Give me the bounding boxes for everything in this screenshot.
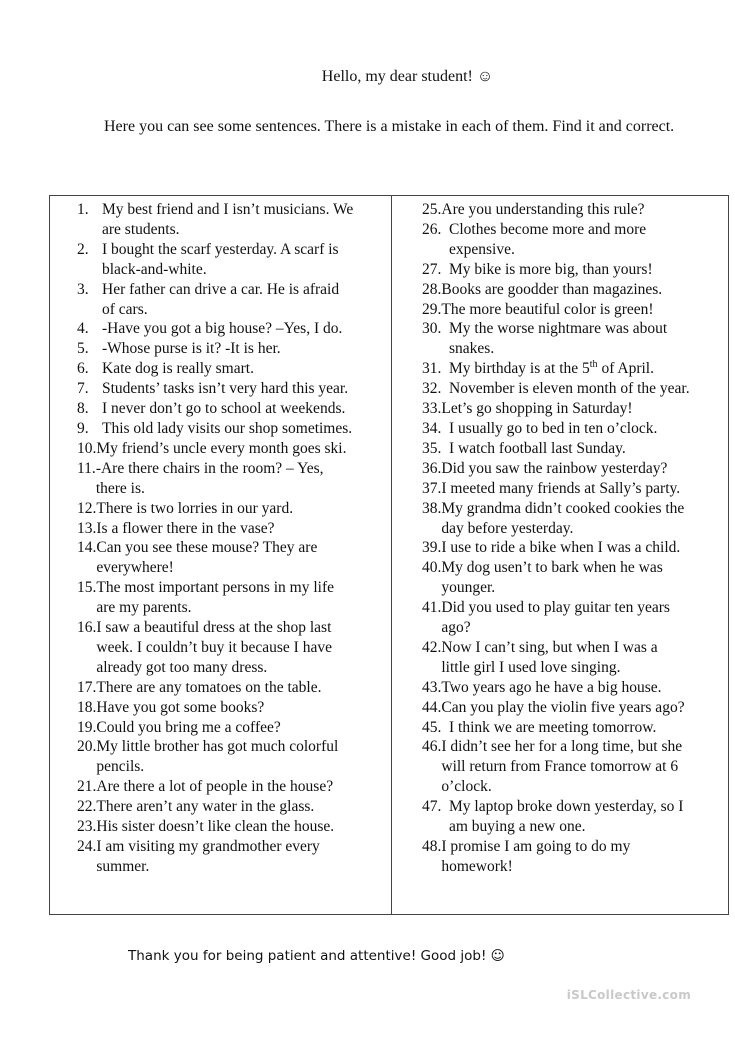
sentence-line: I never don’t go to school at weekends.	[102, 400, 346, 418]
sentence-text	[96, 718, 385, 738]
sentence-item	[77, 817, 385, 837]
sentence-number: 10.	[77, 439, 97, 457]
sentence-item	[422, 319, 722, 359]
sentence-line: -Whose purse is it? -It is her.	[102, 340, 281, 358]
sentence-item	[77, 837, 385, 877]
sentence-number: 1.	[77, 201, 89, 218]
sentence-line: There aren’t any water in the glass.	[96, 798, 315, 816]
sentence-item	[77, 379, 385, 399]
sentence-number: 36.	[422, 459, 442, 477]
sentence-item	[77, 678, 385, 698]
sentence-line: I saw a beautiful dress at the shop last	[96, 619, 332, 637]
sentence-number: 37.	[422, 479, 442, 497]
sentence-text	[441, 837, 722, 877]
sentence-line: -Are there chairs in the room? – Yes,	[95, 459, 324, 477]
sentence-number: 17.	[77, 678, 97, 696]
greeting: Hello, my dear student! ☺	[321, 68, 494, 85]
instructions: Here you can see some sentences. There is a mistake in each of them. Find it and correct.	[104, 118, 675, 135]
sentence-text	[441, 638, 722, 678]
sentence-text	[102, 319, 385, 339]
sentence-item	[422, 638, 722, 678]
sentence-line: Can you see these mouse? They are	[96, 539, 318, 557]
sentence-text	[441, 737, 722, 797]
closing-message: Thank you for being patient and attentive! Good job! ☺	[128, 948, 505, 964]
sentence-number: 33.	[422, 400, 442, 418]
sentence-item	[422, 260, 722, 280]
sentence-line: My bike is more big, than yours!	[449, 260, 653, 278]
sentence-number: 39.	[422, 539, 442, 557]
sentence-number: 18.	[77, 698, 97, 716]
sentence-line: am buying a new one.	[449, 818, 586, 836]
sentence-number: 35.	[422, 439, 442, 457]
sentence-line: are students.	[102, 220, 180, 238]
sentence-text	[449, 359, 722, 379]
sentence-line: November is eleven month of the year.	[449, 380, 690, 398]
sentence-line: I use to ride a bike when I was a child.	[441, 539, 681, 557]
sentence-text	[102, 399, 385, 419]
sentence-line: My the worse nightmare was about	[449, 320, 668, 338]
sentence-line: Are you understanding this rule?	[441, 201, 645, 218]
sentence-item	[77, 280, 385, 320]
sentence-line: I bought the scarf yesterday. A scarf is	[102, 240, 339, 258]
sentence-item	[77, 240, 385, 280]
sentence-line: I promise I am going to do my	[441, 838, 631, 855]
sentence-item	[422, 538, 722, 558]
sentence-item	[422, 797, 722, 837]
sentence-line: Did you used to play guitar ten years	[441, 599, 670, 617]
sentence-text	[96, 737, 385, 777]
sentence-number: 21.	[77, 778, 97, 796]
sentence-line: My grandma didn’t cooked cookies the	[441, 499, 685, 517]
sentence-item	[422, 439, 722, 459]
sentence-text	[441, 698, 722, 718]
sentence-text	[102, 280, 385, 320]
sentence-line: I didn’t see her for a long time, but she	[441, 738, 683, 756]
sentence-item	[77, 538, 385, 578]
sentence-text	[449, 220, 722, 260]
sentence-number: 20.	[77, 738, 97, 756]
sentence-item	[422, 280, 722, 300]
sentence-item	[422, 678, 722, 698]
sentence-text	[96, 439, 385, 459]
sentence-line: there is.	[95, 479, 145, 497]
sentence-line: summer.	[96, 857, 150, 875]
sentence-item	[422, 399, 722, 419]
sentence-text	[441, 499, 722, 539]
sentence-line: black-and-white.	[102, 260, 207, 278]
sentence-line: My birthday is at the 5	[449, 360, 590, 378]
sentence-item	[77, 578, 385, 618]
sentence-text	[449, 439, 722, 459]
sentence-text	[96, 618, 385, 678]
sentence-number: 38.	[422, 499, 442, 517]
sentence-item	[422, 598, 722, 638]
sentence-item	[422, 837, 722, 877]
sentence-text	[102, 200, 385, 240]
sentence-line: I meeted many friends at Sally’s party.	[441, 479, 681, 497]
sentence-line: My friend’s uncle every month goes ski.	[96, 439, 347, 457]
sentence-number: 41.	[422, 599, 442, 617]
sentence-number: 8.	[77, 400, 89, 418]
sentence-number: 3.	[77, 280, 89, 298]
sentence-number: 31.	[422, 360, 442, 378]
sentence-line: I think we are meeting tomorrow.	[449, 718, 657, 736]
sentence-line: There are any tomatoes on the table.	[96, 678, 322, 696]
sentence-item	[77, 777, 385, 797]
sentence-item	[422, 499, 722, 539]
sentence-item	[77, 359, 385, 379]
sentence-text	[441, 200, 722, 220]
sentence-line: Can you play the violin five years ago?	[441, 698, 685, 716]
ordinal-suffix: th	[589, 359, 598, 371]
sentence-item	[77, 519, 385, 539]
sentence-line: are my parents.	[96, 599, 192, 617]
sentence-line: This old lady visits our shop sometimes.	[102, 419, 353, 437]
sentence-text	[102, 419, 385, 439]
sentence-line: Books are goodder than magazines.	[441, 280, 663, 298]
sentence-number: 40.	[422, 559, 442, 577]
sentence-item	[77, 399, 385, 419]
sentence-text	[449, 260, 722, 280]
sentence-number: 19.	[77, 718, 97, 736]
sentence-number: 42.	[422, 638, 442, 656]
sentence-line: Are there a lot of people in the house?	[96, 778, 334, 796]
sentence-item	[77, 439, 385, 459]
sentence-line: of cars.	[102, 300, 148, 318]
sentence-number: 9.	[77, 419, 89, 437]
sentence-line: Could you bring me a coffee?	[96, 718, 281, 736]
sentence-number: 46.	[422, 738, 442, 756]
sentence-item	[77, 797, 385, 817]
sentence-line: expensive.	[449, 240, 515, 258]
sentence-number: 22.	[77, 798, 97, 816]
sentence-line: Did you saw the rainbow yesterday?	[441, 459, 668, 477]
sentence-text	[441, 399, 722, 419]
sentence-number: 16.	[77, 619, 97, 637]
sentence-number: 4.	[77, 320, 89, 338]
watermark: iSLCollective.com	[566, 988, 691, 1002]
sentence-item	[422, 359, 722, 379]
sentence-item	[422, 220, 722, 260]
sentence-text	[441, 479, 722, 499]
sentence-item	[422, 479, 722, 499]
sentence-line: I usually go to bed in ten o’clock.	[449, 419, 658, 437]
sentence-line: Have you got some books?	[96, 698, 265, 716]
left-column	[50, 196, 392, 914]
sentence-line: of April.	[597, 360, 654, 378]
sentence-line: pencils.	[96, 758, 145, 776]
sentence-number: 32.	[422, 380, 442, 398]
sentence-line: The most important persons in my life	[96, 579, 335, 597]
sentence-line: The more beautiful color is green!	[441, 300, 654, 318]
sentence-item	[77, 718, 385, 738]
sentence-text	[449, 319, 722, 359]
sentence-item	[422, 737, 722, 797]
sentence-number: 7.	[77, 380, 89, 398]
sentence-number: 13.	[77, 519, 97, 537]
sentence-text	[449, 379, 722, 399]
sentence-number: 27.	[422, 260, 442, 278]
sentence-text	[96, 519, 385, 539]
sentence-line: Let’s go shopping in Saturday!	[441, 400, 633, 418]
sentence-item	[77, 737, 385, 777]
sentence-item	[77, 618, 385, 678]
sentence-text	[96, 698, 385, 718]
sentence-line: Now I can’t sing, but when I was a	[441, 638, 658, 656]
sentence-number: 45.	[422, 718, 442, 736]
sentence-item	[422, 419, 722, 439]
sentence-text	[449, 797, 722, 837]
sentence-number: 12.	[77, 499, 97, 517]
sentence-number: 15.	[77, 579, 97, 597]
sentence-line: o’clock.	[441, 778, 492, 796]
sentence-text	[96, 578, 385, 618]
sentence-number: 26.	[422, 220, 442, 238]
sentence-item	[77, 459, 385, 499]
sentence-line: will return from France tomorrow at 6	[441, 758, 679, 776]
sentence-line: Kate dog is really smart.	[102, 360, 254, 378]
sentence-text	[102, 379, 385, 399]
sentence-line: already got too many dress.	[96, 658, 268, 676]
sentence-number: 44.	[422, 698, 442, 716]
sentence-line: Is a flower there in the vase?	[96, 519, 275, 537]
sentence-line: I am visiting my grandmother every	[96, 838, 320, 855]
sentence-item	[422, 379, 722, 399]
sentence-line: My little brother has got much colorful	[96, 738, 339, 756]
sentence-line: My dog usen’t to bark when he was	[441, 559, 663, 577]
sentence-number: 5.	[77, 340, 89, 358]
sentence-number: 34.	[422, 419, 442, 437]
sentence-text	[102, 359, 385, 379]
sentence-number: 43.	[422, 678, 442, 696]
sentence-text	[441, 459, 722, 479]
sentence-text	[441, 598, 722, 638]
sentence-line: My laptop broke down yesterday, so I	[449, 798, 684, 816]
sentence-item	[422, 698, 722, 718]
sentence-text	[96, 797, 385, 817]
sentence-line: week. I couldn’t buy it because I have	[96, 638, 332, 656]
sentence-item	[77, 319, 385, 339]
sentence-number: 29.	[422, 300, 442, 318]
sentence-number: 47.	[422, 798, 442, 816]
sentences-table	[49, 195, 729, 915]
sentence-number: 25.	[422, 201, 442, 218]
sentence-text	[96, 538, 385, 578]
sentence-item	[77, 200, 385, 240]
sentence-text	[96, 777, 385, 797]
sentence-line: day before yesterday.	[441, 519, 574, 537]
sentence-text	[441, 558, 722, 598]
sentence-text	[441, 280, 722, 300]
sentence-text	[102, 339, 385, 359]
sentence-line: younger.	[441, 579, 496, 597]
sentence-text	[449, 718, 722, 738]
sentence-line: Students’ tasks isn’t very hard this year.	[102, 380, 349, 398]
sentence-item	[77, 419, 385, 439]
sentence-text	[441, 300, 722, 320]
sentence-line: homework!	[441, 857, 513, 875]
sentence-line: There is two lorries in our yard.	[96, 499, 294, 517]
sentence-item	[422, 459, 722, 479]
sentence-text	[96, 678, 385, 698]
sentence-line: I watch football last Sunday.	[449, 439, 626, 457]
sentence-number: 2.	[77, 240, 89, 258]
sentence-item	[77, 698, 385, 718]
sentence-text	[96, 499, 385, 519]
sentence-line: Two years ago he have a big house.	[441, 678, 662, 696]
sentence-line: My best friend and I isn’t musicians. We	[102, 201, 354, 218]
sentence-text	[96, 459, 385, 499]
sentence-text	[102, 240, 385, 280]
sentence-line: His sister doesn’t like clean the house.	[96, 818, 335, 836]
sentence-text	[96, 817, 385, 837]
sentence-item	[422, 300, 722, 320]
sentence-line: snakes.	[449, 340, 495, 358]
sentence-line: Her father can drive a car. He is afraid	[102, 280, 340, 298]
sentence-line: ago?	[441, 619, 471, 637]
sentence-item	[422, 558, 722, 598]
sentence-item	[422, 200, 722, 220]
sentence-number: 30.	[422, 320, 442, 338]
sentence-number: 11.	[77, 459, 96, 477]
sentence-line: little girl I used love singing.	[441, 658, 621, 676]
sentence-number: 24.	[77, 838, 97, 855]
sentence-number: 6.	[77, 360, 89, 378]
sentence-number: 14.	[77, 539, 97, 557]
right-column	[392, 196, 728, 914]
sentence-item	[77, 499, 385, 519]
sentence-line: Clothes become more and more	[449, 220, 647, 238]
sentence-item	[422, 718, 722, 738]
sentence-text	[96, 837, 385, 877]
sentence-number: 28.	[422, 280, 442, 298]
sentence-number: 48.	[422, 838, 442, 855]
sentence-text	[449, 419, 722, 439]
sentence-line: everywhere!	[96, 559, 174, 577]
sentence-item	[77, 339, 385, 359]
sentence-line: -Have you got a big house? –Yes, I do.	[102, 320, 343, 338]
sentence-text	[441, 538, 722, 558]
sentence-number: 23.	[77, 818, 97, 836]
sentence-text	[441, 678, 722, 698]
